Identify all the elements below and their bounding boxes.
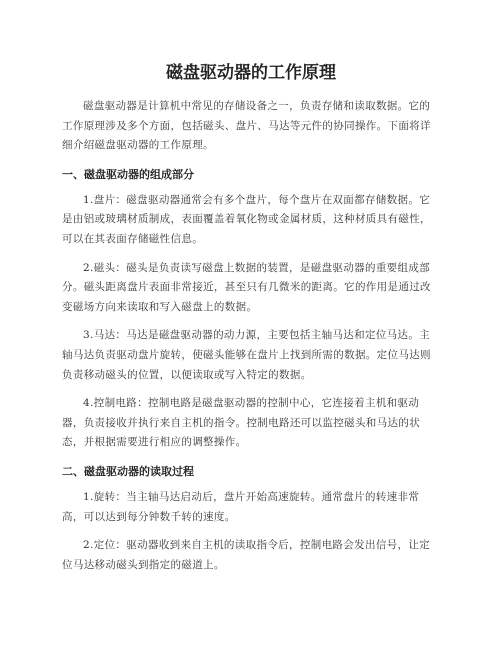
paragraph-motor: 3.马达：马达是磁盘驱动器的动力源，主要包括主轴马达和定位马达。主轴马达负责驱动盘片旋转，使磁头能够在盘片上找到所需的数据。定位马达则负责移动磁头的位置，以便读取或写入特定的数据。 [62,329,431,381]
document-body [62,97,440,584]
section-heading-read-process: 二、磁盘驱动器的读取过程 [62,464,194,478]
paragraph-control-circuit: 4.控制电路：控制电路是磁盘驱动器的控制中心，它连接着主机和驱动器，负责接收并执行来自主机的指令。控制电路还可以监控磁头和马达的状态，并根据需要进行相应的调整操作。 [62,397,421,449]
paragraph-rotation: 1.旋转：当主轴马达启动后，盘片开始高速旋转。通常盘片的转速非常高，可以达到每分钟数千转的速度。 [62,490,420,523]
paragraph-positioning: 2.定位：驱动器收到来自主机的读取指令后，控制电路会发出信号，让定位马达移动磁头到指定的磁道上。 [62,539,431,571]
paragraph-head: 2.磁头：磁头是负责读写磁盘上数据的装置，是磁盘驱动器的重要组成部分。磁头距离盘片表面非常接近，甚至只有几微米的距离。它的作用是通过改变磁场方向来读取和写入磁盘上的数据。 [62,261,431,313]
intro-paragraph: 磁盘驱动器是计算机中常见的存储设备之一，负责存储和读取数据。它的工作原理涉及多个方面，包括磁头、盘片、马达等元件的协同操作。下面将详细介绍磁盘驱动器的工作原理。 [62,100,431,152]
paragraph-platter: 1.盘片：磁盘驱动器通常会有多个盘片，每个盘片在双面都存储数据。它是由铝或玻璃材质制成，表面覆盖着氧化物或金属材质，这种材质具有磁性，可以在其表面存储磁性信息。 [62,193,431,245]
section-heading-components: 一、磁盘驱动器的组成部分 [62,167,194,181]
page-title: 磁盘驱动器的工作原理 [166,63,336,83]
